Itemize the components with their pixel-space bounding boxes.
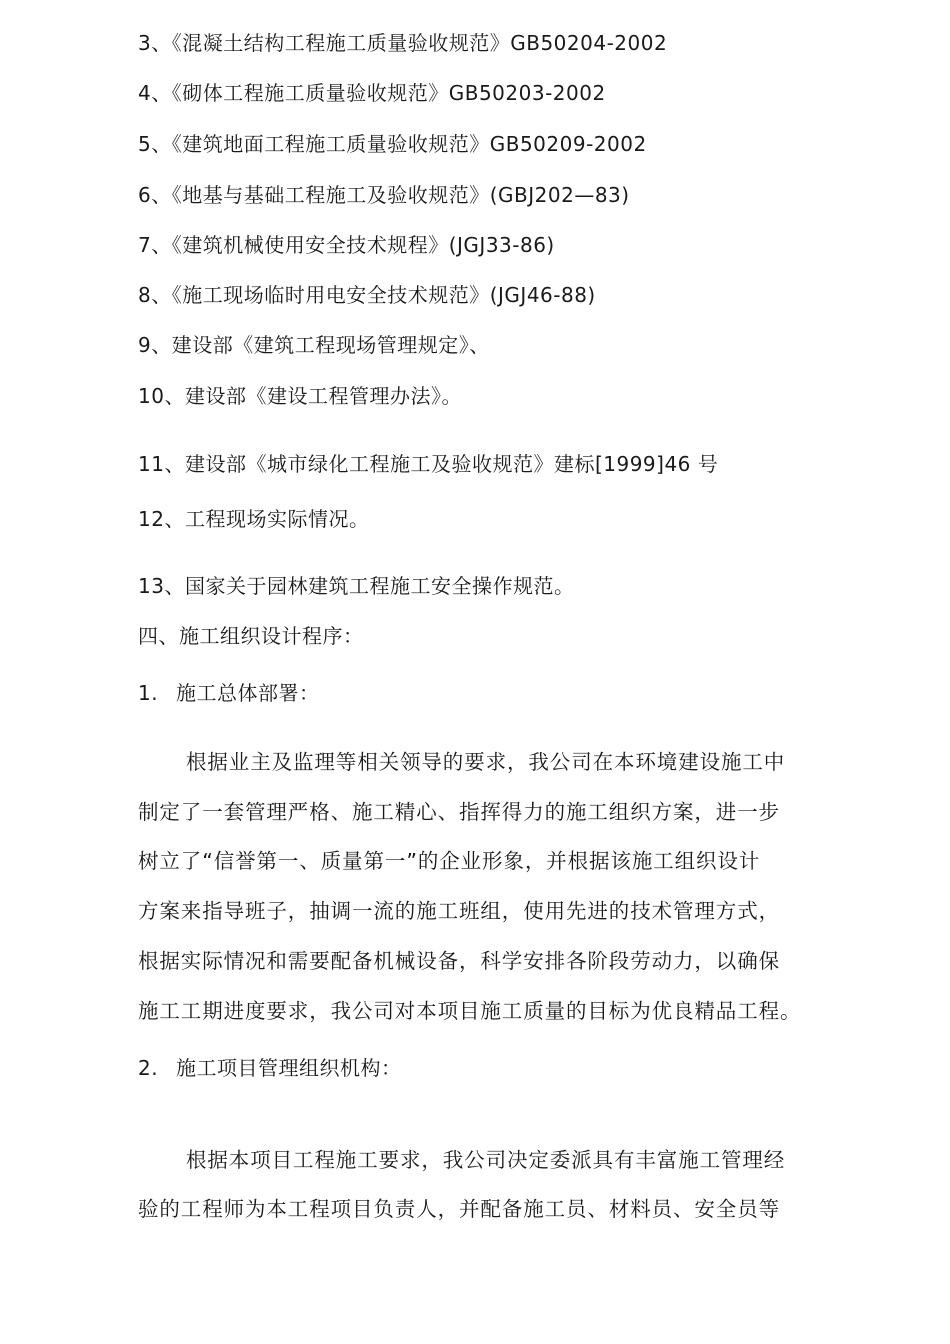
- paragraph-line: 方案来指导班子，抽调一流的施工班组，使用先进的技术管理方式，: [138, 899, 780, 923]
- subsection-title: 施工项目管理组织机构：: [176, 1056, 402, 1080]
- reference-item: 10、建设部《建设工程管理办法》。: [138, 384, 462, 408]
- reference-item: 13、国家关于园林建筑工程施工安全操作规范。: [138, 574, 575, 598]
- reference-item: 4、《砌体工程施工质量验收规范》GB50203-2002: [138, 81, 606, 105]
- paragraph-line: 验的工程师为本工程项目负责人，并配备施工员、材料员、安全员等: [138, 1197, 780, 1221]
- subsection-heading-1: [138, 679, 320, 707]
- reference-item: 11、建设部《城市绿化工程施工及验收规范》建标[1999]46 号: [138, 452, 719, 476]
- reference-item: 5、《建筑地面工程施工质量验收规范》GB50209-2002: [138, 132, 647, 156]
- paragraph-line: 根据本项目工程施工要求，我公司决定委派具有丰富施工管理经: [186, 1148, 786, 1172]
- subsection-title: 施工总体部署：: [176, 681, 320, 705]
- section-heading: 四、施工组织设计程序：: [138, 624, 364, 648]
- subsection-number: 1.: [138, 681, 159, 705]
- paragraph-line: 树立了“信誉第一、质量第一”的企业形象，并根据该施工组织设计: [138, 849, 761, 873]
- paragraph-line: 根据业主及监理等相关领导的要求，我公司在本环境建设施工中: [186, 750, 786, 774]
- paragraph-line: 施工工期进度要求，我公司对本项目施工质量的目标为优良精品工程。: [138, 999, 802, 1023]
- paragraph-line: 根据实际情况和需要配备机械设备，科学安排各阶段劳动力，以确保: [138, 949, 780, 973]
- reference-item: 9、建设部《建筑工程现场管理规定》、: [138, 333, 490, 357]
- reference-item: 8、《施工现场临时用电安全技术规范》(JGJ46-88): [138, 283, 596, 307]
- subsection-heading-2: [138, 1054, 402, 1082]
- subsection-number: 2.: [138, 1056, 159, 1080]
- paragraph-line: 制定了一套管理严格、施工精心、指挥得力的施工组织方案，进一步: [138, 800, 780, 824]
- reference-item: 6、《地基与基础工程施工及验收规范》(GBJ202—83): [138, 183, 630, 207]
- reference-item: 12、工程现场实际情况。: [138, 507, 370, 531]
- reference-item: 7、《建筑机械使用安全技术规程》(JGJ33-86): [138, 233, 555, 257]
- reference-item: 3、《混凝土结构工程施工质量验收规范》GB50204-2002: [138, 31, 668, 55]
